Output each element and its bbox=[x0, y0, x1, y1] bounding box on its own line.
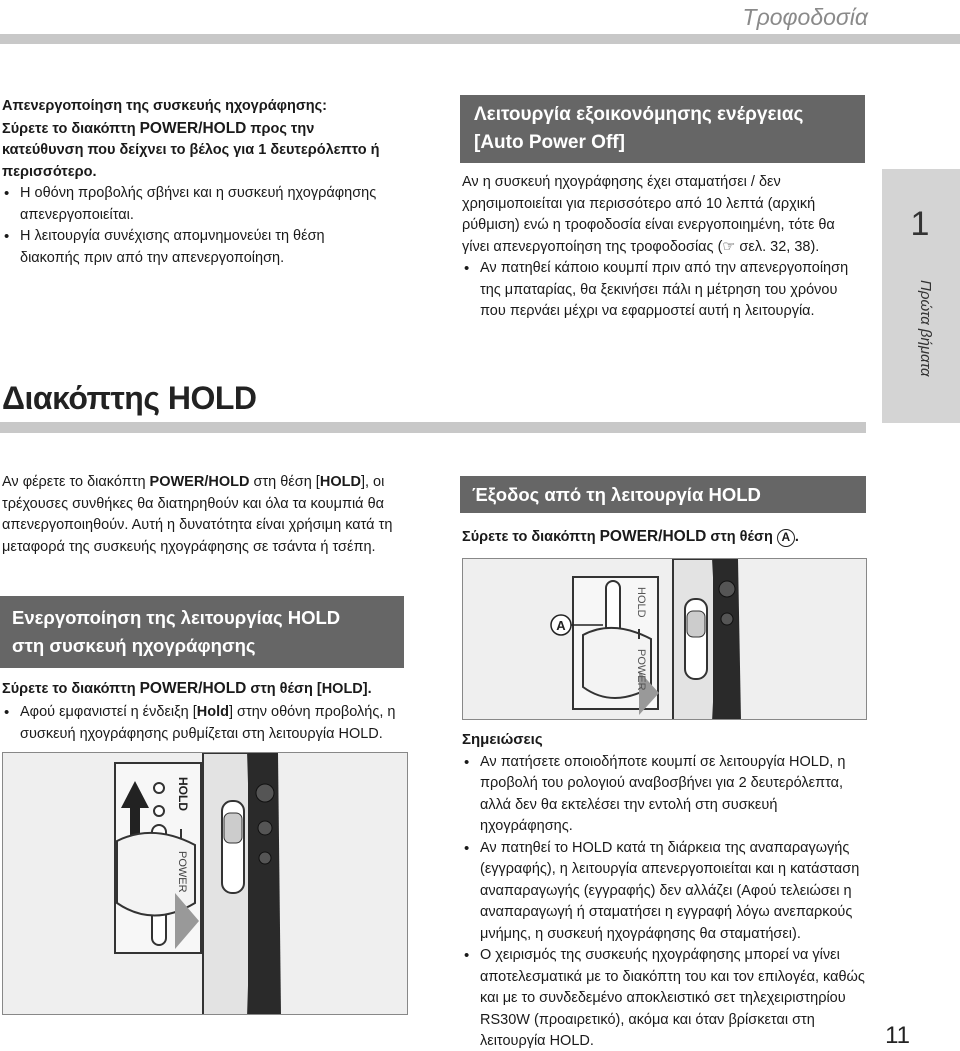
note-item: • Αν πατηθεί το HOLD κατά τη διάρκεια της αναπαραγωγής (εγγραφής), η λειτουργία απενεργοποιείται και η κατάσταση αναπαραγωγής (εγγραφής) δεν αλλάζει (Αφού τελειώσει η αναπαραγωγή ή σταματήσει η εγγραφή λόγω ανεπαρκούς μνήμης, η συσκευή ηχογράφησης θα σταματήσει). bbox=[462, 838, 866, 946]
hold-switch-illustration bbox=[3, 753, 408, 1015]
hold-intro: Αν φέρετε το διακόπτη POWER/HOLD στη θέση [HOLD], οι τρέχουσες συνθήκες θα διατηρηθούν και όλα τα κουμπιά θα απενεργοποιηθούν. Αυτή η δυνατότητα είναι χρήσιμη κατά τη μεταφορά της συσκευής ηχογράφησης σε τσάντα ή τσέπη. bbox=[2, 474, 393, 555]
enable-hold-instruction: Σύρετε το διακόπτη POWER/HOLD στη θέση [HOLD]. bbox=[2, 680, 372, 697]
exit-hold-illustration bbox=[463, 559, 867, 720]
notes-section bbox=[462, 729, 866, 1051]
chapter-label: Πρώτα βήματα bbox=[917, 280, 934, 377]
page-header-title: Τροφοδοσία bbox=[742, 4, 868, 30]
power-label: POWER bbox=[176, 851, 188, 893]
hold-heading: Διακόπτης HOLD bbox=[2, 380, 257, 416]
auto-power-off-body: Αν η συσκευή ηχογράφησης έχει σταματήσει / δεν χρησιμοποιείται για περισσότερο από 10 λεπτά (αρχική ρύθμιση) ενώ η τροφοδοσία είναι ενεργοποιημένη, τότε θα γίνει απενεργοποίηση της τροφοδοσίας (☞ σελ. 32, 38). • Αν πατηθεί κάποιο κουμπί πριν από την απενεργοποίηση της μπαταρίας, θα ξεκινήσει πάλι η μέτρηση του χρόνου που περνάει μέχρι να εφαρμοστεί αυτή η λειτουργία. bbox=[462, 172, 866, 323]
auto-power-off-title: Λειτουργία εξοικονόμησης ενέργειας [Auto Power Off] bbox=[460, 95, 865, 163]
hold-label-exit: HOLD bbox=[635, 587, 647, 618]
header-rule bbox=[0, 34, 960, 44]
chapter-number: 1 bbox=[910, 205, 930, 243]
exit-hold-title: Έξοδος από τη λειτουργία HOLD bbox=[460, 476, 866, 513]
exit-hold-figure bbox=[462, 558, 867, 720]
section-rule bbox=[0, 422, 866, 433]
hold-switch-figure bbox=[2, 752, 408, 1015]
power-off-section bbox=[2, 96, 382, 269]
note-item: • Ο χειρισμός της συσκευής ηχογράφησης μπορεί να γίνει αποτελεσματικά με το διακόπτη του και τον επιλογέα, καθώς και με το συνδεδεμένο αποκλειστικό σετ τηλεχειριστηρίου RS30W (προαιρετικό), ακόμα και όταν βρίσκεται στη λειτουργία HOLD. bbox=[462, 945, 866, 1051]
power-off-bullet: • Η οθόνη προβολής σβήνει και η συσκευή ηχογράφησης απενεργοποιείται. bbox=[2, 183, 382, 226]
enable-hold-bullet: • Αφού εμφανιστεί η ένδειξη [Hold] στην οθόνη προβολής, η συσκευή ηχογράφησης ρυθμίζεται στη λειτουργία HOLD. bbox=[2, 702, 412, 745]
power-off-heading: Απενεργοποίηση της συσκευής ηχογράφησης: bbox=[2, 98, 328, 114]
power-off-bullet: • Η λειτουργία συνέχισης απομνημονεύει τη θέση διακοπής πριν από την απενεργοποίηση. bbox=[2, 226, 382, 269]
hold-label: HOLD bbox=[176, 777, 190, 811]
note-item: • Αν πατήσετε οποιοδήποτε κουμπί σε λειτουργία HOLD, η προβολή του ρολογιού αναβοσβήνει για 2 δευτερόλεπτα, αλλά δεν θα εκτελέσει την εντολή στη συσκευή ηχογράφησης. bbox=[462, 752, 866, 838]
power-label-exit: POWER bbox=[635, 649, 647, 691]
page-number: 11 bbox=[885, 1022, 910, 1049]
power-off-lead: Σύρετε το διακόπτη POWER/HOLD προς την κατεύθυνση που δείχνει το βέλος για 1 δευτερόλεπτο ή περισσότερο. bbox=[2, 119, 380, 180]
auto-power-off-bullet: • Αν πατηθεί κάποιο κουμπί πριν από την απενεργοποίηση της μπαταρίας, θα ξεκινήσει πάλι η μέτρηση του χρόνου που περνάει μέχρι να εφαρμοστεί αυτή η λειτουργία. bbox=[462, 258, 866, 323]
marker-a-badge: A bbox=[777, 529, 795, 547]
notes-heading: Σημειώσεις bbox=[462, 731, 543, 748]
marker-a-label: A bbox=[556, 618, 566, 633]
enable-hold-title: Ενεργοποίηση της λειτουργίας HOLD στη συσκευή ηχογράφησης bbox=[0, 596, 404, 668]
exit-hold-instruction: Σύρετε το διακόπτη POWER/HOLD στη θέση A . bbox=[462, 528, 799, 545]
